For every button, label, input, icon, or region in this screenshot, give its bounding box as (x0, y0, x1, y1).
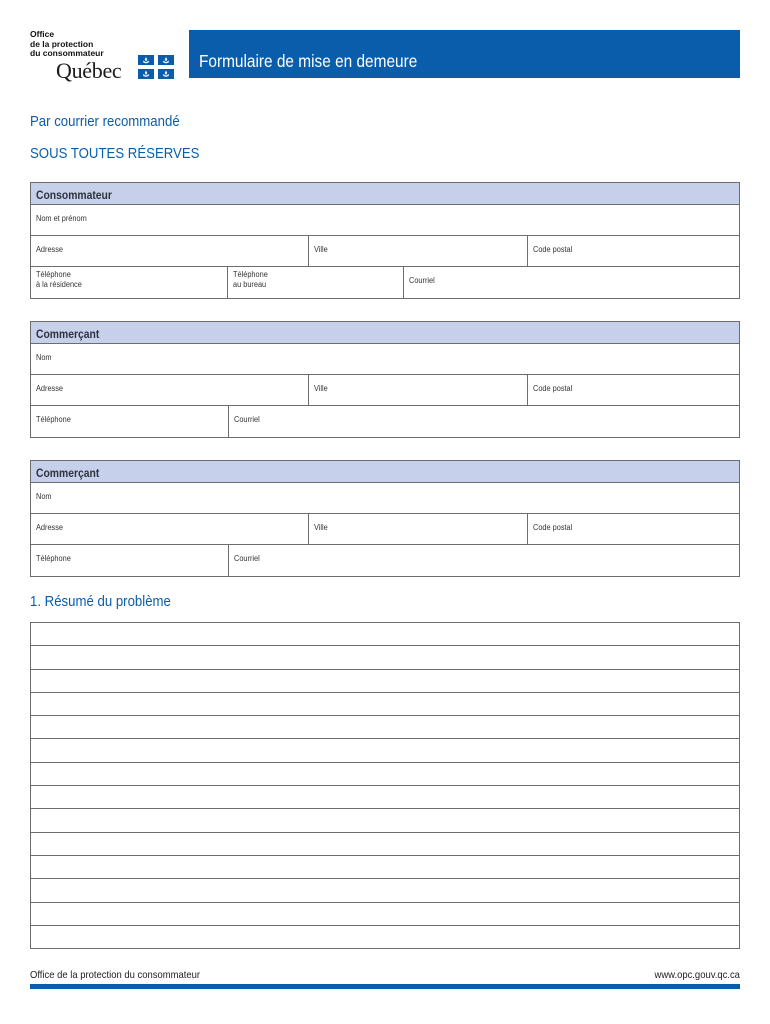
summary-line[interactable] (31, 739, 739, 762)
commercant-2-email-field[interactable]: Courriel (228, 545, 739, 576)
commercant-2-address-field[interactable]: Adresse (36, 523, 64, 532)
consommateur-address-field[interactable]: Adresse (36, 245, 64, 254)
commercant-2-address-row (31, 514, 739, 545)
summary-line[interactable] (31, 926, 739, 949)
commercant-1-name-field[interactable]: Nom (36, 353, 52, 362)
logo-wordmark: Québec (56, 58, 122, 83)
commercant-1-address-field[interactable]: Adresse (36, 384, 64, 393)
consommateur-address-row (31, 236, 739, 267)
consommateur-postal-field[interactable]: Code postal (527, 236, 739, 266)
commercant-1-city-field[interactable]: Ville (308, 375, 527, 405)
commercant-2-section (30, 460, 740, 577)
footer-url[interactable]: www.opc.gouv.qc.ca (654, 969, 740, 981)
summary-line[interactable] (31, 856, 739, 879)
commercant-2-name-field[interactable]: Nom (36, 492, 52, 501)
commercant-2-name-row (31, 483, 739, 514)
consommateur-phone-work-field[interactable]: Téléphone au bureau (227, 267, 403, 298)
summary-line[interactable] (31, 809, 739, 832)
consommateur-city-field[interactable]: Ville (308, 236, 527, 266)
title-banner (189, 30, 740, 78)
consommateur-name-field[interactable]: Nom et prénom (36, 214, 87, 223)
footer-rule (30, 984, 740, 989)
reserve-notice: SOUS TOUTES RÉSERVES (30, 145, 200, 162)
summary-line[interactable] (31, 833, 739, 856)
summary-line[interactable] (31, 693, 739, 716)
commercant-1-section (30, 321, 740, 438)
commercant-1-postal-field[interactable]: Code postal (527, 375, 739, 405)
consommateur-contact-row (31, 267, 739, 298)
consommateur-section (30, 182, 740, 299)
consommateur-heading: Consommateur (31, 183, 739, 205)
summary-heading: 1. Résumé du problème (30, 593, 171, 610)
summary-line[interactable] (31, 623, 739, 646)
commercant-2-heading: Commerçant (31, 461, 739, 483)
summary-line[interactable] (31, 646, 739, 669)
commercant-1-name-row (31, 344, 739, 375)
commercant-1-contact-row (31, 406, 739, 437)
form-title: Formulaire de mise en demeure (199, 51, 418, 71)
consommateur-name-row (31, 205, 739, 236)
summary-textarea[interactable] (30, 622, 740, 949)
consommateur-phone-home-field[interactable]: Téléphone à la résidence (36, 270, 82, 289)
commercant-1-email-field[interactable]: Courriel (228, 406, 739, 437)
summary-line[interactable] (31, 716, 739, 739)
commercant-1-address-row (31, 375, 739, 406)
commercant-2-city-field[interactable]: Ville (308, 514, 527, 544)
opc-logo (30, 30, 180, 85)
summary-line[interactable] (31, 670, 739, 693)
summary-line[interactable] (31, 879, 739, 902)
commercant-1-heading: Commerçant (31, 322, 739, 344)
commercant-2-postal-field[interactable]: Code postal (527, 514, 739, 544)
commercant-2-contact-row (31, 545, 739, 576)
summary-line[interactable] (31, 786, 739, 809)
logo-org-name: Office de la protection du consommateur (30, 29, 104, 58)
commercant-2-phone-field[interactable]: Téléphone (36, 554, 71, 563)
mail-notice: Par courrier recommandé (30, 113, 180, 130)
commercant-1-phone-field[interactable]: Téléphone (36, 415, 71, 424)
quebec-flag-icon (138, 55, 174, 79)
summary-line[interactable] (31, 763, 739, 786)
footer-org: Office de la protection du consommateur (30, 969, 201, 981)
consommateur-email-field[interactable]: Courriel (403, 267, 739, 298)
summary-line[interactable] (31, 903, 739, 926)
